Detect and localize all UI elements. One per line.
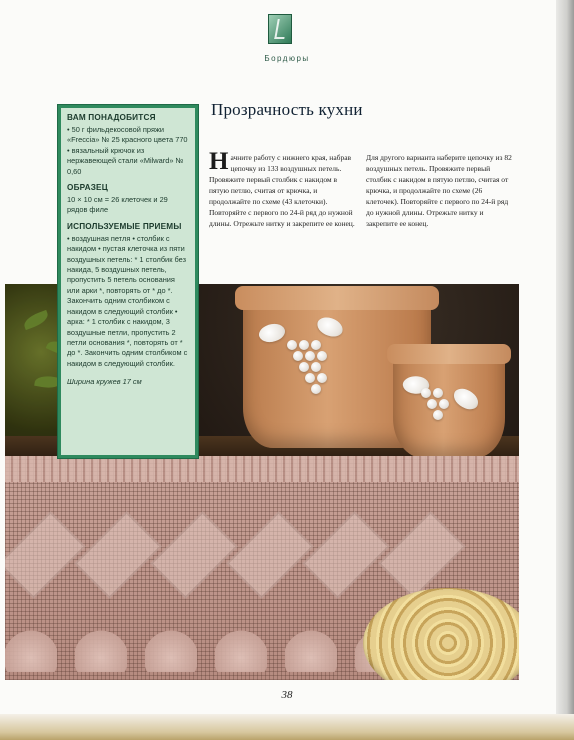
- lace-top-band: [5, 456, 519, 482]
- page-number: 38: [281, 689, 293, 701]
- section-logo-icon: [268, 14, 292, 44]
- small-terracotta-pot: [393, 350, 505, 458]
- section-header: Бордюры: [264, 54, 310, 63]
- article-title: Прозрачность кухни: [211, 100, 363, 119]
- page-spine-shadow: [556, 0, 574, 740]
- leaf-shape: [22, 310, 51, 330]
- article-column-1-text: ачните работу с нижнего края, набрав цепочку из 133 воздушных петель. Провяжите первый столбик с накидом в пятую петлю, считая от крючка, и продолжайте по схеме (43 клеточки). Повторяйте с первого по 24-й ряд до нужной длины. Отрежьте нитку и закрепите ее конец.: [209, 153, 355, 228]
- infobox-content: [61, 108, 195, 455]
- grape-decoration: [259, 318, 379, 438]
- pot-rim: [387, 344, 511, 364]
- infobox-heading-sample: ОБРАЗЕЦ: [67, 183, 108, 193]
- infobox-materials-text: • 50 г фильдекосовой пряжи «Freccia» № 25 красного цвета 770 • вязальный крючок из нержавеющей стали «Milward» № 0,60: [67, 125, 188, 176]
- infobox-techniques-text: • воздушная петля • столбик с накидом • пустая клеточка из пяти воздушных петель: * 1 столбик без накида, 5 воздушных петель, пропустить 5 петель основания или арки *, повторять от * до *. Закончить одним столбиком с накидом в следующий столбик • арка: * 1 столбик с накидом, 3 воздушные петли, пропустить 2 петли основания *, повторять от * до *. Закончить одним столбиком с накидом в следующий столбик.: [67, 233, 188, 368]
- grape-decoration: [403, 370, 493, 450]
- pot-rim: [235, 286, 439, 310]
- article-column-1: [209, 148, 357, 229]
- infobox-sample-text: 10 × 10 см = 26 клеточек и 29 рядов филе: [67, 195, 168, 215]
- infobox-heading-materials: ВАМ ПОНАДОБИТСЯ: [67, 113, 156, 122]
- article-column-2: Для другого варианта наберите цепочку из 82 воздушных петель. Провяжите первый столбик с накидом в пятую петлю, считая от крючка, и продолжайте по схеме (26 клеточек). Повторяйте с первого по 24-й ряд до нужной длины. Отрежьте нитку и закрепите ее конец.: [366, 153, 512, 228]
- article-dropcap: Н: [209, 148, 229, 175]
- infobox-width-note: Ширина кружев 17 см: [67, 377, 142, 387]
- page-bottom-edge: [0, 714, 574, 740]
- materials-infobox: [57, 104, 199, 459]
- infobox-heading-techniques: ИСПОЛЬЗУЕМЫЕ ПРИЕМЫ: [67, 221, 182, 231]
